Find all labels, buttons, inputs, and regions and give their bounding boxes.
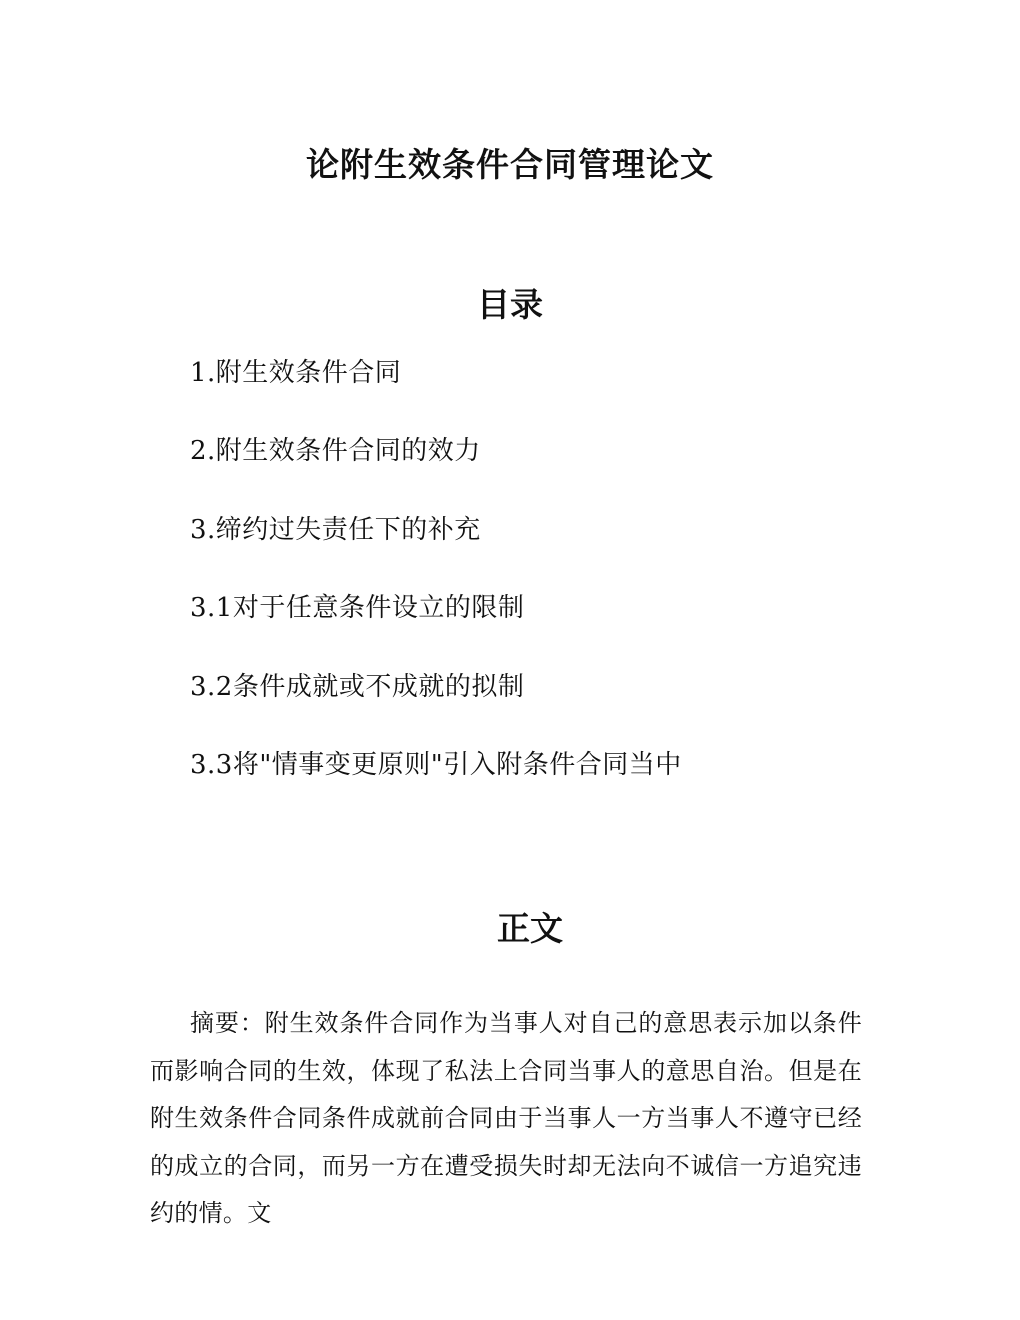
body-heading: 正文 <box>497 909 563 948</box>
toc-heading: 目录 <box>477 285 543 324</box>
toc-item: 2.附生效条件合同的效力 <box>190 436 481 467</box>
toc-item: 3.1对于任意条件设立的限制 <box>190 593 525 624</box>
toc-list <box>190 350 890 820</box>
document-title: 论附生效条件合同管理论文 <box>306 145 714 184</box>
toc-item: 3.缔约过失责任下的补充 <box>190 514 481 545</box>
toc-item: 3.3将"情事变更原则"引入附条件合同当中 <box>190 749 682 780</box>
abstract-paragraph: 摘要：附生效条件合同作为当事人对自己的意思表示加以条件而影响合同的生效，体现了私法上合同当事人的意思自治。但是在附生效条件合同条件成就前合同由于当事人一方当事人不遵守已经的成立的合同，而另一方在遭受损失时却无法向不诚信一方追究违约的情。文 <box>150 1009 862 1227</box>
toc-item: 1.附生效条件合同 <box>190 358 402 388</box>
toc-item: 3.2条件成就或不成就的拟制 <box>190 671 525 702</box>
